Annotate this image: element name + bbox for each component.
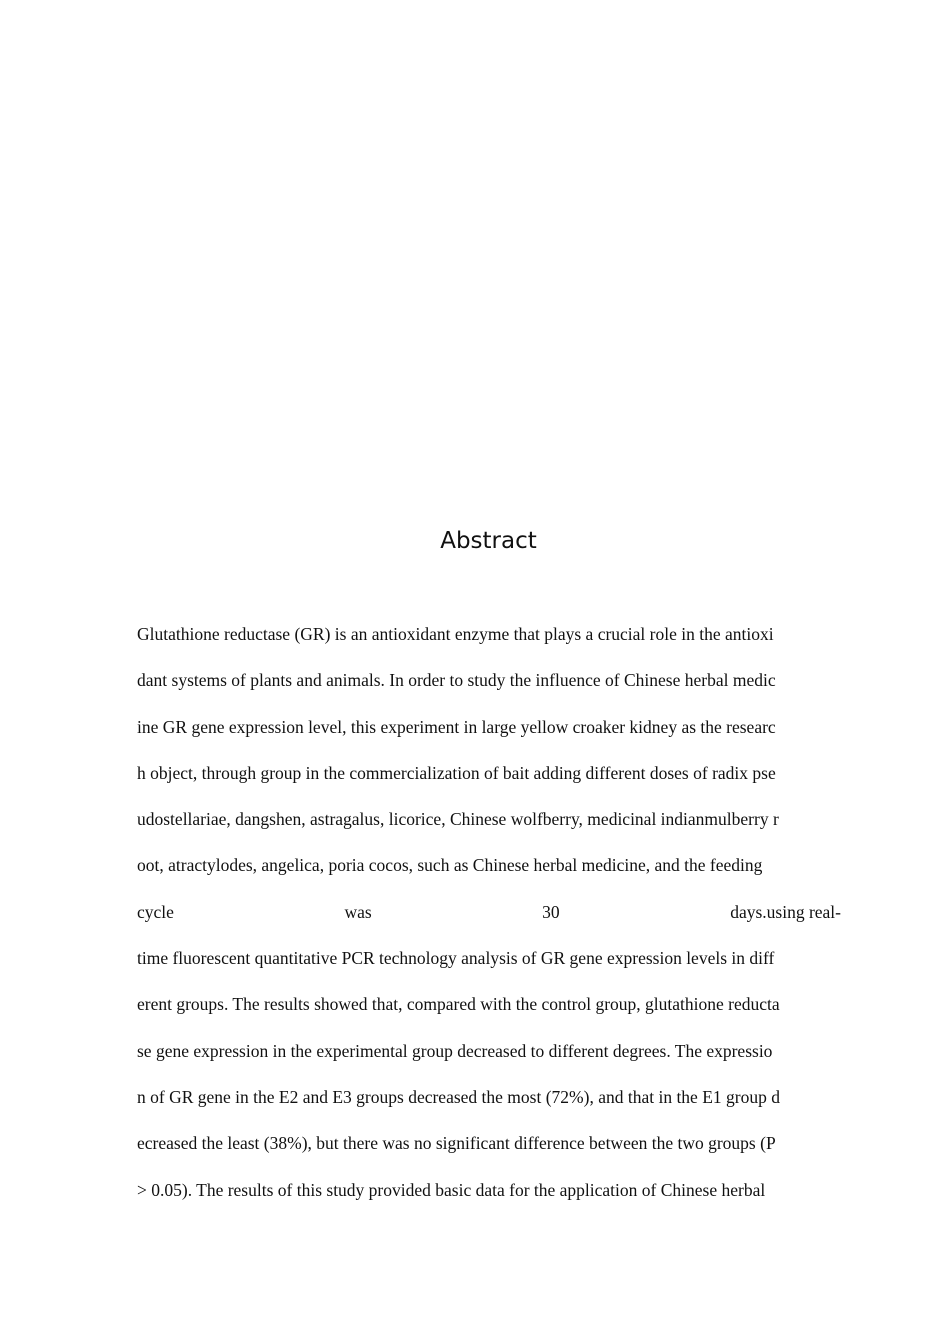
abstract-title: Abstract [440, 528, 537, 554]
abstract-line: ecreased the least (38%), but there was no significant difference between the two groups (P [137, 1133, 776, 1154]
abstract-line: Glutathione reductase (GR) is an antioxidant enzyme that plays a crucial role in the antioxi [137, 624, 774, 644]
abstract-line-justified [137, 900, 841, 946]
abstract-line: time fluorescent quantitative PCR technology analysis of GR gene expression levels in diff [137, 948, 775, 969]
abstract-line: h object, through group in the commercialization of bait adding different doses of radix pse [137, 762, 776, 783]
abstract-line: ine GR gene expression level, this experiment in large yellow croaker kidney as the researc [137, 716, 776, 737]
abstract-line: n of GR gene in the E2 and E3 groups decreased the most (72%), and that in the E1 group d [137, 1086, 780, 1107]
word: cycle [137, 901, 174, 922]
abstract-line: oot, atractylodes, angelica, poria cocos, such as Chinese herbal medicine, and the feeding [137, 855, 763, 876]
abstract-body [137, 622, 841, 1224]
abstract-line: se gene expression in the experimental group decreased to different degrees. The expressio [137, 1040, 773, 1061]
abstract-line: udostellariae, dangshen, astragalus, licorice, Chinese wolfberry, medicinal indianmulberry r [137, 809, 779, 830]
abstract-line: > 0.05). The results of this study provided basic data for the application of Chinese herbal [137, 1179, 766, 1200]
abstract-line: erent groups. The results showed that, compared with the control group, glutathione reducta [137, 994, 780, 1015]
word: days.using real- [730, 901, 841, 922]
abstract-line: dant systems of plants and animals. In order to study the influence of Chinese herbal medic [137, 670, 776, 691]
word: 30 [542, 901, 560, 922]
word: was [344, 901, 372, 922]
